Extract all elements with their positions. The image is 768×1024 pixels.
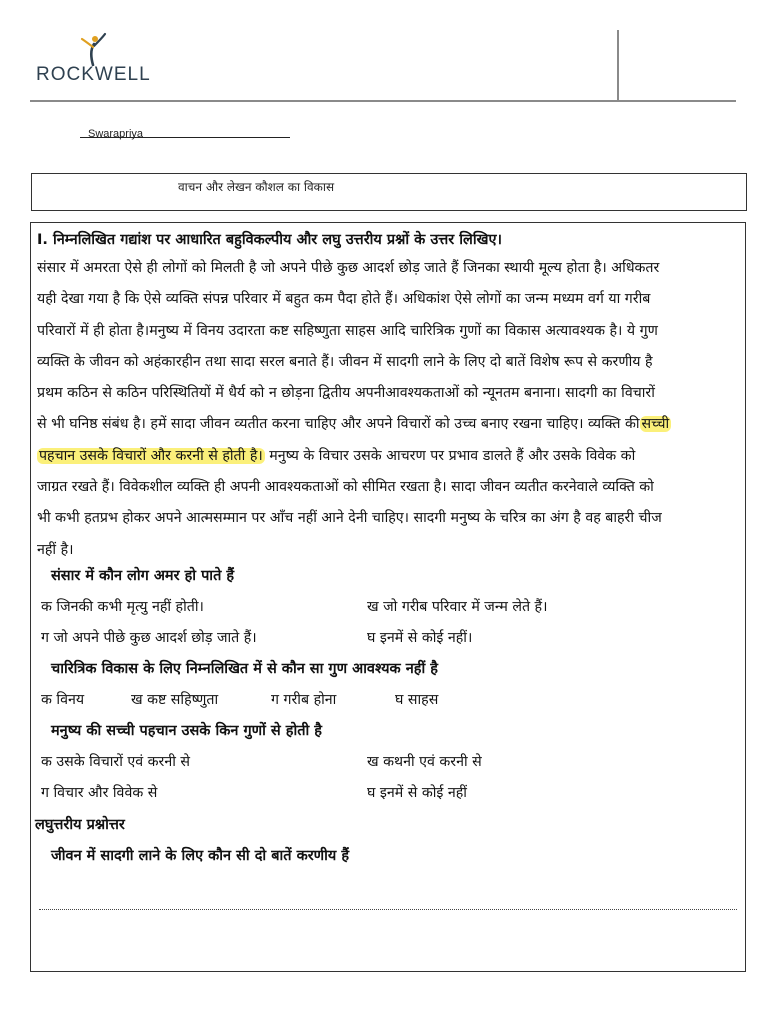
- mcq-option[interactable]: क उसके विचारों एवं करनी से: [41, 754, 191, 770]
- passage-line: संसार में अमरता ऐसे ही लोगों को मिलती है जो अपने पीछे कुछ आदर्श छोड़ जाते हैं जिनका स्थायी मूल्य होता है। अधिकतर: [37, 260, 660, 276]
- worksheet-title: वाचन और लेखन कौशल का विकास: [178, 180, 335, 194]
- passage-line: प्रथम कठिन से कठिन परिस्थितियों में धैर्य को न छोड़ना द्वितीय अपनीआवश्यकताओं को न्यूनतम बनाना। सादगी का विचारों: [37, 385, 655, 402]
- passage-line: व्यक्ति के जीवन को अहंकारहीन तथा सादा सरल बनाते हैं। जीवन में सादगी लाने के लिए दो बातें विशेष रूप से करणीय है: [37, 353, 653, 370]
- rockwell-logo: [36, 32, 156, 87]
- answer-line[interactable]: [39, 909, 737, 910]
- mcq-option[interactable]: घ इनमें से कोई नहीं: [367, 785, 467, 801]
- passage-line: [37, 441, 741, 472]
- mcq-option[interactable]: ख कथनी एवं करनी से: [367, 754, 482, 770]
- mcq-option[interactable]: घ इनमें से कोई नहीं।: [367, 630, 473, 646]
- mcq-option[interactable]: ख कष्ट सहिष्णुता: [131, 692, 219, 708]
- mcq-question-1: संसार में कौन लोग अमर हो पाते हैं: [51, 568, 235, 584]
- mcq-option[interactable]: ग गरीब होना: [271, 692, 337, 708]
- page-header: [0, 0, 768, 110]
- passage-line: जाग्रत रखते हैं। विवेकशील व्यक्ति ही अपनी आवश्यकताओं को सीमित रखता है। सादा जीवन व्यतीत करनेवाले व्यक्ति को: [37, 479, 654, 496]
- short-answer-question: जीवन में सादगी लाने के लिए कौन सी दो बातें करणीय हैं: [51, 848, 350, 864]
- passage-line: [37, 409, 741, 440]
- mcq-option[interactable]: क विनय: [41, 692, 85, 708]
- passage: [37, 253, 741, 566]
- passage-line: यही देखा गया है कि ऐसे व्यक्ति संपन्न परिवार में बहुत कम पैदा होते हैं। अधिकांश ऐसे लोगों का जन्म मध्यम वर्ग या गरीब: [37, 291, 651, 308]
- mcq-option[interactable]: ग जो अपने पीछे कुछ आदर्श छोड़ जाते हैं।: [41, 630, 257, 646]
- highlighted-text: पहचान उसके विचारों और करनी से होती है।: [39, 447, 263, 464]
- passage-line: परिवारों में ही होता है।मनुष्य में विनय उदारता कष्ट सहिष्णुता साहस आदि चारित्रिक गुणों का विकास अत्यावश्यक है। ये गुण: [37, 322, 658, 339]
- mcq-question-2: चारित्रिक विकास के लिए निम्नलिखित में से कौन सा गुण आवश्यक नहीं है: [51, 661, 438, 677]
- mcq-option[interactable]: ख जो गरीब परिवार में जन्म लेते हैं।: [367, 599, 548, 615]
- header-divider-horizontal: [30, 100, 736, 102]
- logo-text: ROCKWELL: [36, 64, 151, 85]
- instruction-heading: I. निम्नलिखित गद्यांश पर आधारित बहुविकल्पीय और लघु उत्तरीय प्रश्नों के उत्तर लिखिए।: [37, 232, 502, 248]
- passage-line: भी कभी हतप्रभ होकर अपने आत्मसम्मान पर आँच नहीं आने देनी चाहिए। सादगी मनुष्य के चरित्र का अंग है वह बाहरी चीज: [37, 510, 662, 527]
- mcq-option[interactable]: क जिनकी कभी मृत्यु नहीं होती।: [41, 599, 204, 615]
- mcq-question-3: मनुष्य की सच्ची पहचान उसके किन गुणों से होती है: [51, 723, 322, 739]
- passage-text: मनुष्य के विचार उसके आचरण पर प्रभाव डालते हैं और उसके विवेक को: [264, 447, 636, 464]
- header-divider-vertical: [617, 30, 619, 102]
- mcq-option[interactable]: घ साहस: [395, 692, 439, 708]
- passage-text: से भी घनिष्ठ संबंध है। हमें सादा जीवन व्यतीत करना चाहिए और अपने विचारों को उच्च बनाए रखना चाहिए। व्यक्ति की: [37, 416, 640, 433]
- short-answer-heading: लघुत्तरीय प्रश्नोत्तर: [35, 817, 125, 833]
- question-box: [30, 222, 746, 972]
- highlighted-text: सच्ची: [641, 416, 670, 433]
- logo-figure-icon: [80, 32, 108, 66]
- passage-line: नहीं है।: [37, 541, 74, 558]
- worksheet-title-box: [31, 173, 747, 211]
- mcq-option[interactable]: ग विचार और विवेक से: [41, 785, 158, 801]
- student-name: Swarapriya: [88, 128, 144, 140]
- student-name-line: [80, 122, 290, 138]
